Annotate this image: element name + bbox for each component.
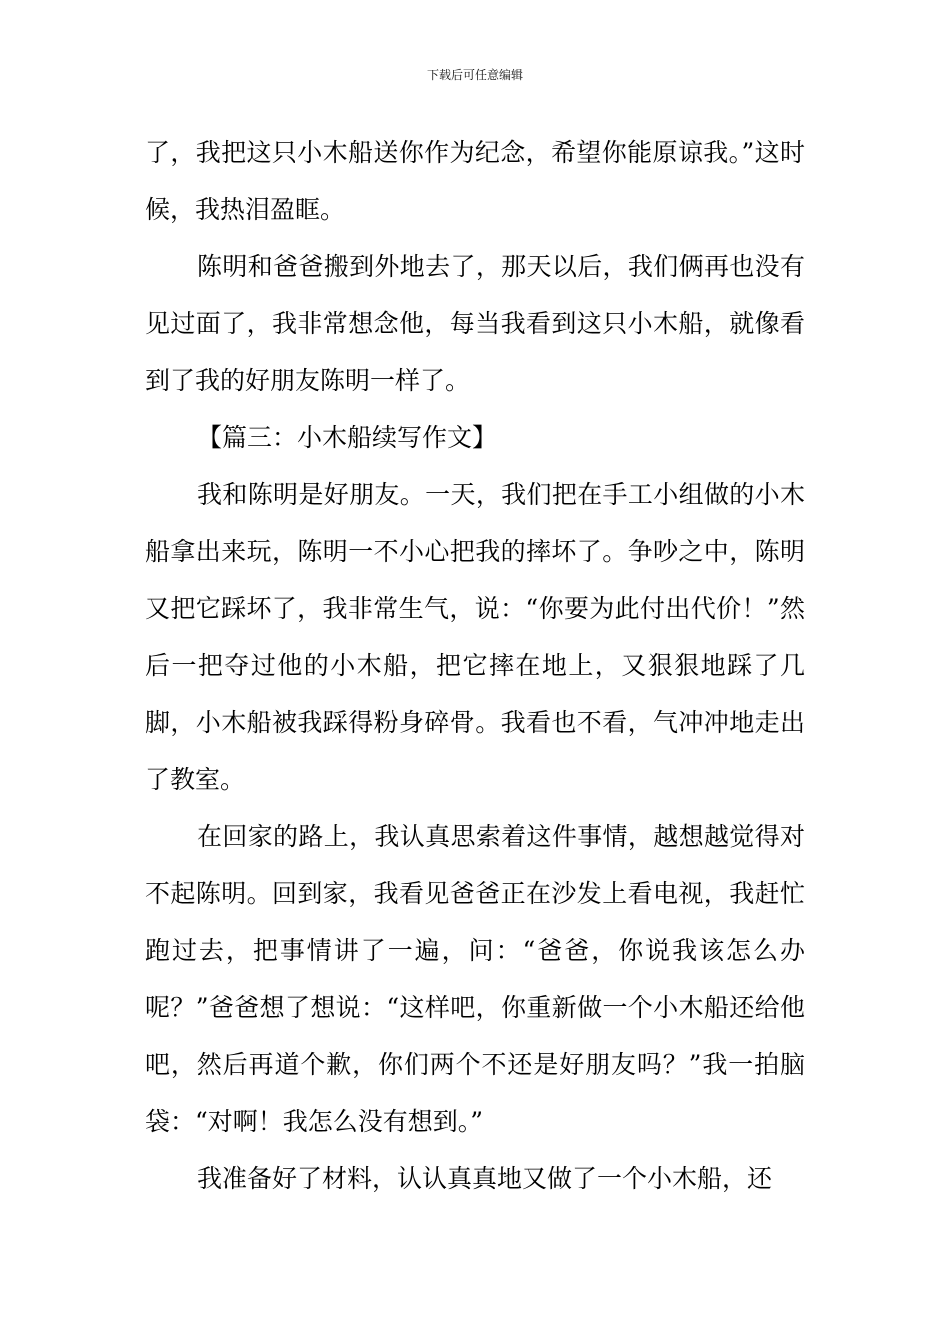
paragraph: 在回家的路上，我认真思索着这件事情，越想越觉得对不起陈明。回到家，我看见爸爸正在沙发上看电视，我赶忙跑过去，把事情讲了一遍，问：“爸爸，你说我该怎么办呢？”爸爸想了想说：“这样吧，你重新做一个小木船还给他吧，然后再道个歉，你们两个不还是好朋友吗？”我一拍脑袋：“对啊！我怎么没有想到。” (145, 822, 805, 1136)
page-header: 下载后可任意编辑 (426, 68, 523, 82)
paragraph: 我和陈明是好朋友。一天，我们把在手工小组做的小木船拿出来玩，陈明一不小心把我的摔坏了。争吵之中，陈明又把它踩坏了，我非常生气，说：“你要为此付出代价！”然后一把夺过他的小木船，把它摔在地上，又狠狠地踩了几脚，小木船被我踩得粉身碎骨。我看也不看，气冲冲地走出了教室。 (145, 480, 805, 794)
section-heading: 【篇三：小木船续写作文】 (197, 423, 498, 452)
paragraph: 我准备好了材料，认认真真地又做了一个小木船，还 (197, 1164, 773, 1193)
paragraph: 陈明和爸爸搬到外地去了，那天以后，我们俩再也没有见过面了，我非常想念他，每当我看到这只小木船，就像看到了我的好朋友陈明一样了。 (145, 252, 805, 395)
document-body (145, 124, 805, 1207)
paragraph-continuation: 了，我把这只小木船送你作为纪念，希望你能原谅我。”这时候，我热泪盈眶。 (145, 138, 805, 224)
